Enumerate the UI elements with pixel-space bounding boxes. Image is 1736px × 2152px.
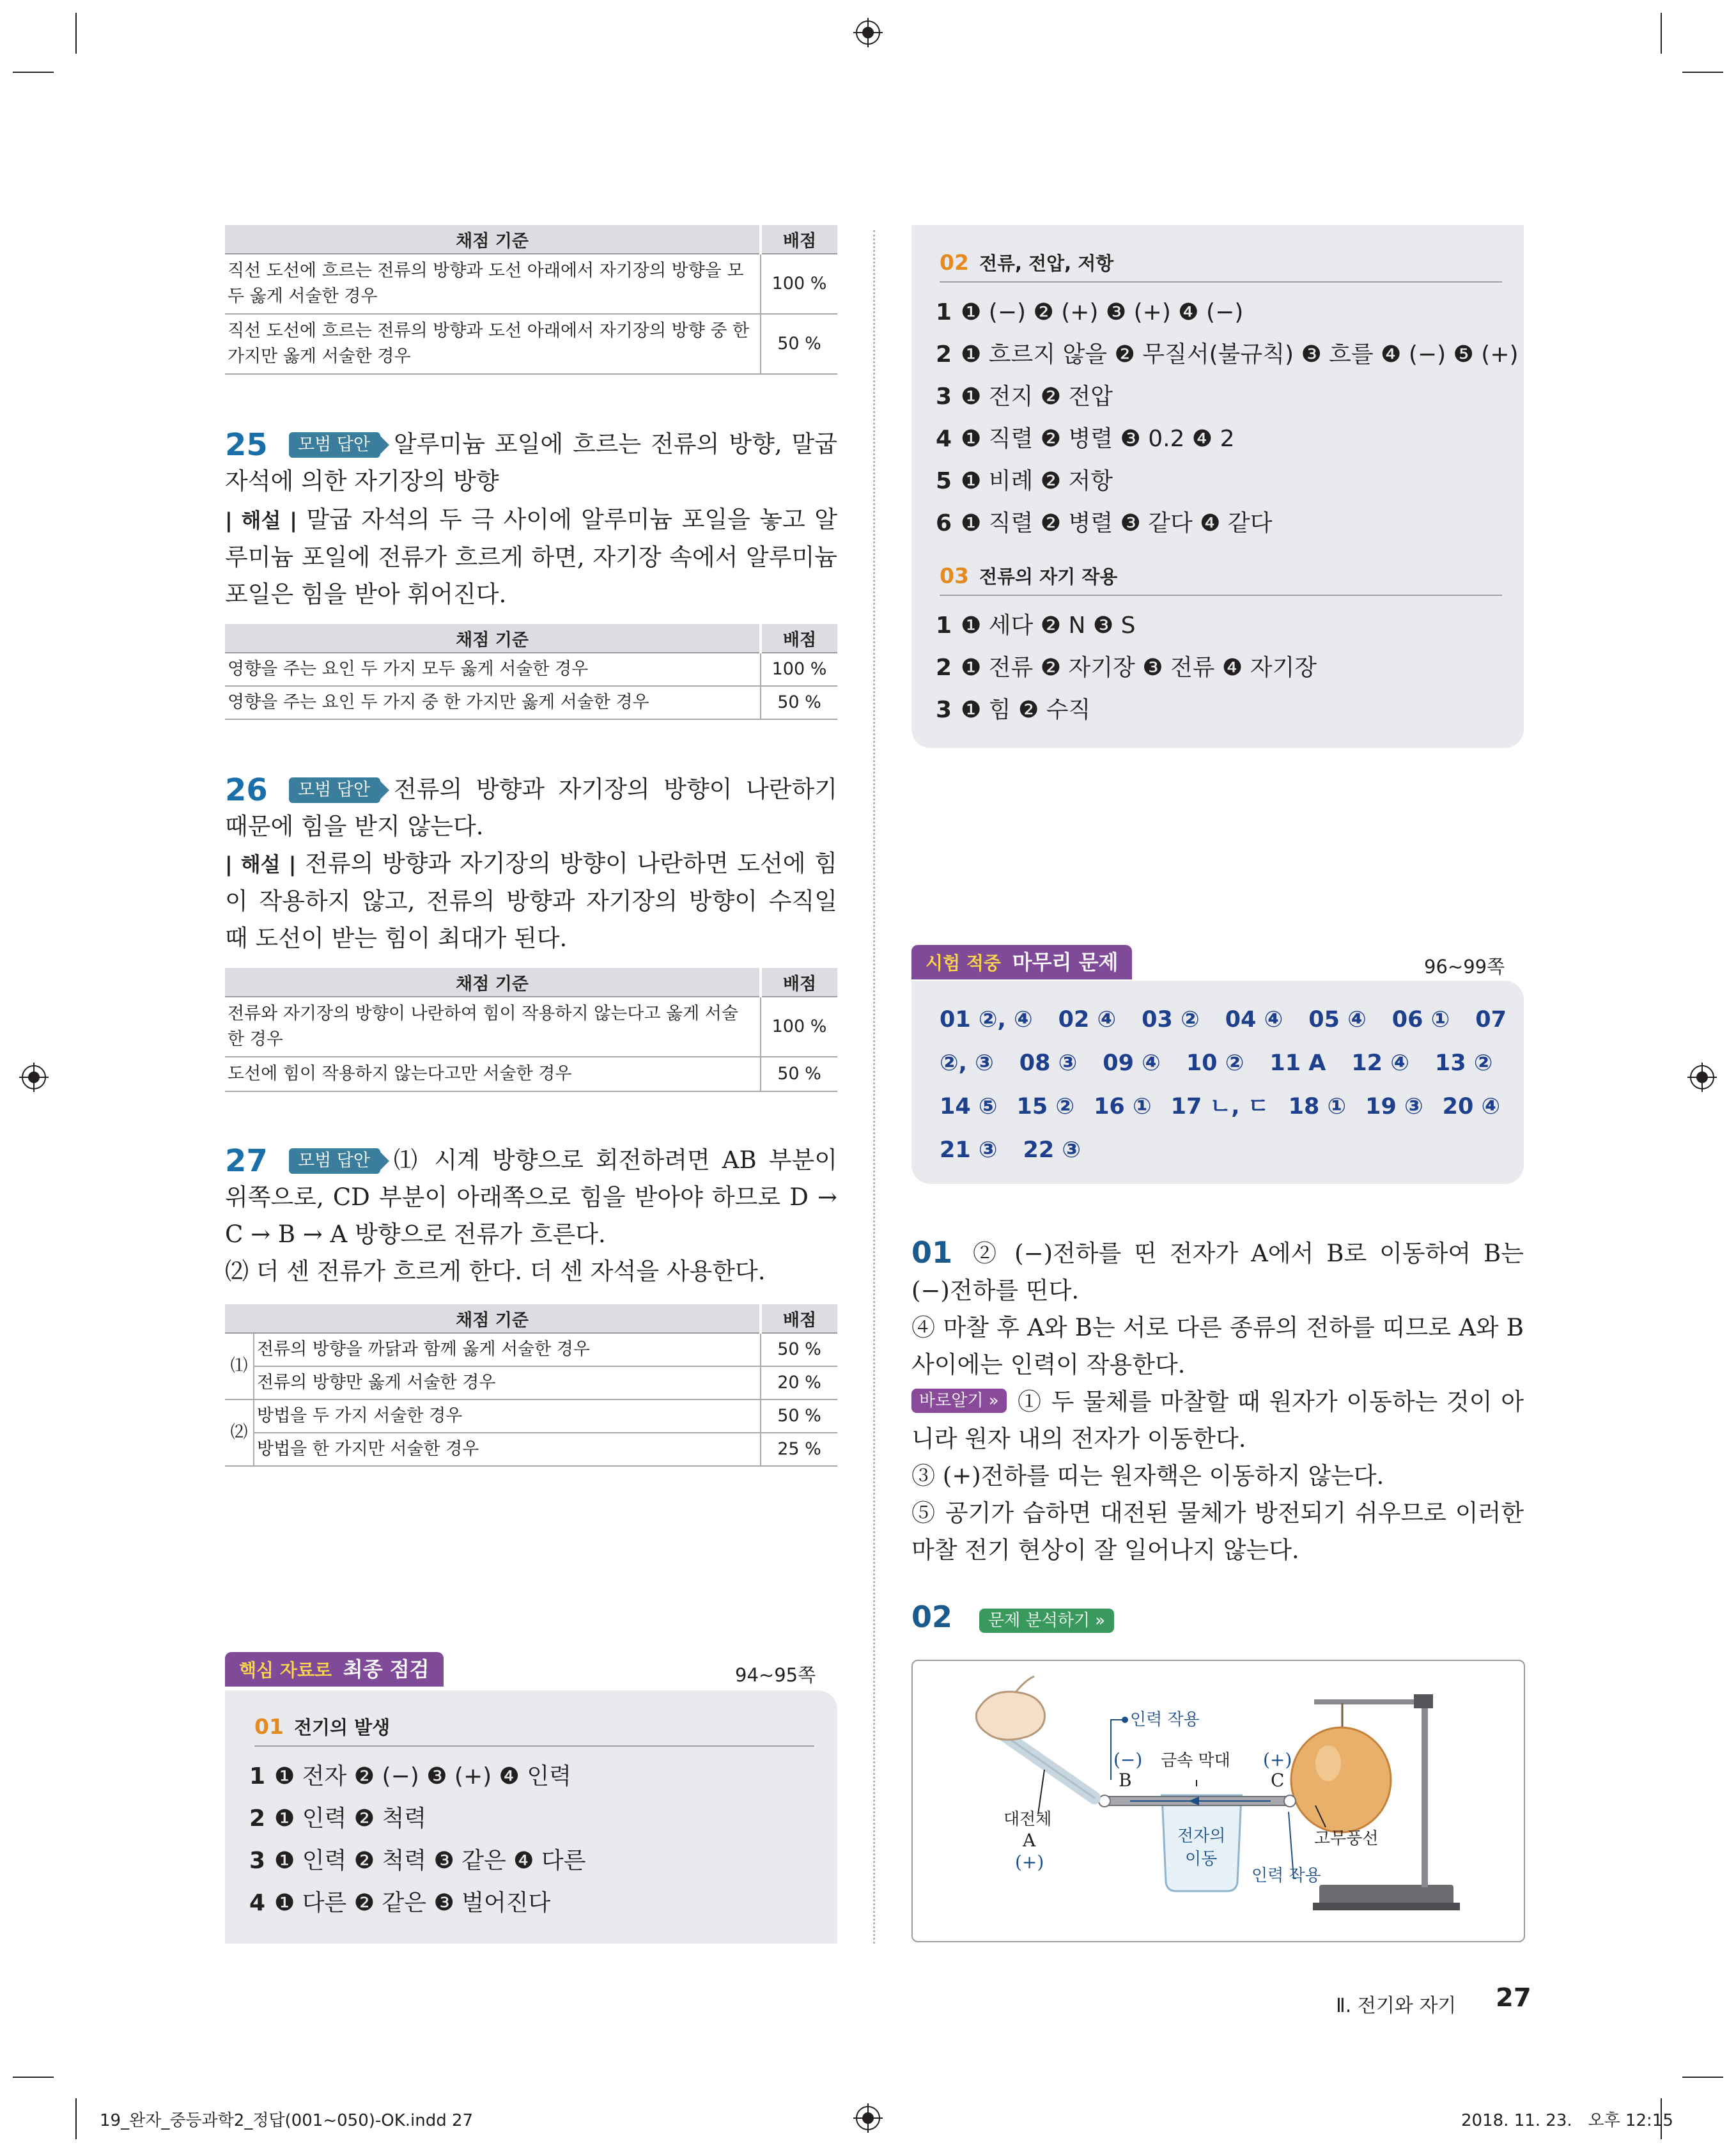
score-cell: 50 % bbox=[761, 1057, 837, 1091]
answer-line bbox=[936, 694, 1090, 726]
label-attraction: 인력 작용 bbox=[1130, 1710, 1200, 1729]
answer-line bbox=[936, 465, 1113, 497]
line-text: ❶ 비례 ❷ 저항 bbox=[961, 468, 1113, 494]
correction-badge: 바로알기 » bbox=[911, 1389, 1007, 1413]
model-answer-badge: 모범 답안 bbox=[289, 1148, 380, 1174]
answer-paragraph bbox=[911, 1458, 1524, 1495]
print-timestamp: 2018. 11. 23. 오후 12:15 bbox=[1461, 2111, 1673, 2130]
score-cell: 25 % bbox=[761, 1433, 837, 1466]
scoring-table-25 bbox=[225, 624, 837, 720]
explanation-sentence: 전류의 방향과 자기장의 방향이 나란하면 도선에 힘이 작용하지 않고, 전류의 방향과 자기장의 방향이 수직일 때 도선이 받는 힘이 최대가 된다. bbox=[225, 850, 837, 952]
criteria-header: 채점 기준 bbox=[225, 1304, 761, 1333]
crop-mark bbox=[1682, 2077, 1723, 2078]
line-text: ❶ 전류 ❷ 자기장 ❸ 전류 ❹ 자기장 bbox=[961, 655, 1317, 681]
answer-number: 02 bbox=[911, 1600, 953, 1634]
analysis-badge: 문제 분석하기 » bbox=[979, 1609, 1114, 1633]
section-title: 전류의 자기 작용 bbox=[979, 566, 1118, 588]
answer-text bbox=[225, 1142, 837, 1253]
line-text: ❶ 인력 ❷ 척력 bbox=[274, 1805, 427, 1832]
model-answer-badge: 모범 답안 bbox=[289, 777, 380, 803]
label-B: B bbox=[1119, 1770, 1132, 1791]
line-text: ❶ 직렬 ❷ 병렬 ❸ 0.2 ❹ 2 bbox=[961, 426, 1235, 452]
label-minus: (−) bbox=[1113, 1749, 1143, 1770]
label-charged-body: 대전체 bbox=[1004, 1810, 1052, 1829]
criteria-cell: 전류의 방향을 까닭과 함께 옳게 서술한 경우 bbox=[254, 1333, 761, 1366]
criteria-cell: 영향을 주는 요인 두 가지 중 한 가지만 옳게 서술한 경우 bbox=[225, 686, 761, 719]
mcq-answer: 17 ㄴ, ㄷ bbox=[1170, 1094, 1269, 1119]
line-number: 2 bbox=[936, 341, 952, 368]
explanation-label: | 해설 | bbox=[225, 508, 297, 533]
paragraph-text: ② (−)전하를 띤 전자가 A에서 B로 이동하여 B는 (−)전하를 띤다. bbox=[911, 1240, 1524, 1304]
answer-text bbox=[225, 426, 837, 500]
induction-diagram bbox=[913, 1661, 1524, 1941]
section-heading bbox=[940, 563, 1117, 589]
mcq-answer: 15 ② bbox=[1016, 1094, 1075, 1119]
line-text: ❶ 전지 ❷ 전압 bbox=[961, 384, 1113, 410]
scoring-table-26 bbox=[225, 968, 837, 1092]
answer-paragraph bbox=[911, 1495, 1524, 1569]
crop-mark bbox=[75, 13, 77, 54]
tab-label: 최종 점검 bbox=[343, 1657, 430, 1681]
explanation-text bbox=[225, 845, 837, 957]
answer-line bbox=[936, 297, 1243, 329]
tab-label: 시험 적중 bbox=[926, 953, 1001, 974]
section-underline bbox=[940, 595, 1502, 596]
mcq-answer: 06 ① bbox=[1391, 1007, 1450, 1033]
stand-base-edge bbox=[1313, 1903, 1460, 1910]
mcq-answer: 08 ③ bbox=[1019, 1050, 1078, 1076]
mcq-answer: 11 A bbox=[1269, 1050, 1326, 1076]
explanation-sentence: 말굽 자석의 두 극 사이에 알루미늄 포일을 놓고 알루미늄 포일에 전류가 흐르게 하면, 자기장 속에서 알루미늄 포일은 힘을 받아 휘어진다. bbox=[225, 506, 838, 608]
balloon-icon bbox=[1291, 1727, 1391, 1832]
page-number: 27 bbox=[1496, 1983, 1531, 2013]
mcq-row bbox=[940, 1084, 1500, 1129]
line-number: 5 bbox=[936, 468, 952, 494]
line-number: 1 bbox=[249, 1763, 266, 1789]
line-text: ❶ 세다 ❷ N ❸ S bbox=[961, 612, 1136, 639]
criteria-cell: 직선 도선에 흐르는 전류의 방향과 도선 아래에서 자기장의 방향 중 한 가지만 옳게 서술한 경우 bbox=[225, 314, 761, 374]
answer-sentence: ⑵ 더 센 전류가 흐르게 한다. 더 센 자석을 사용한다. bbox=[225, 1258, 766, 1285]
section-underline bbox=[254, 1745, 814, 1747]
mcq-answer: 21 ③ bbox=[940, 1137, 998, 1163]
label-A: A bbox=[1023, 1830, 1036, 1851]
section-number: 03 bbox=[940, 563, 969, 588]
answer-sentence: 전류의 방향과 자기장의 방향이 나란하기 때문에 힘을 받지 않는다. bbox=[225, 776, 837, 840]
section-number: 02 bbox=[940, 250, 969, 275]
line-text: ❶ 인력 ❷ 척력 ❸ 같은 ❹ 다른 bbox=[274, 1848, 586, 1874]
score-header: 배점 bbox=[761, 968, 837, 997]
score-cell: 100 % bbox=[761, 653, 837, 686]
mcq-row bbox=[940, 1041, 1492, 1086]
line-number: 1 bbox=[936, 612, 952, 639]
answer-line bbox=[249, 1845, 585, 1877]
answer-line bbox=[936, 339, 1519, 371]
mcq-answer: ②, ③ bbox=[940, 1050, 994, 1076]
scoring-table-24 bbox=[225, 225, 837, 375]
criteria-cell: 방법을 두 가지 서술한 경우 bbox=[254, 1400, 761, 1433]
label-plus: (+) bbox=[1263, 1749, 1292, 1770]
line-text: ❶ (−) ❷ (+) ❸ (+) ❹ (−) bbox=[961, 299, 1244, 325]
mcq-answer: 01 ②, ④ bbox=[940, 1007, 1033, 1033]
mcq-answer: 14 ⑤ bbox=[940, 1094, 998, 1119]
answer-line bbox=[249, 1803, 426, 1835]
explanation-label: | 해설 | bbox=[225, 852, 297, 877]
answer-text bbox=[225, 771, 837, 845]
paragraph-text: ④ 마찰 후 A와 B는 서로 다른 종류의 전하를 띠므로 A와 B 사이에는 인력이 작용한다. bbox=[911, 1314, 1524, 1378]
answer-line bbox=[936, 652, 1317, 684]
answer-paragraph bbox=[911, 1384, 1524, 1458]
question-number: 26 bbox=[225, 772, 268, 808]
answer-text bbox=[225, 1253, 837, 1290]
section-title: 전기의 발생 bbox=[293, 1717, 391, 1738]
score-header: 배점 bbox=[761, 1304, 837, 1333]
registration-mark-icon bbox=[853, 2103, 883, 2133]
label-A-sign: (+) bbox=[1015, 1852, 1044, 1873]
line-number: 1 bbox=[936, 299, 952, 325]
tab-label: 핵심 자료로 bbox=[239, 1660, 332, 1681]
line-number: 6 bbox=[936, 510, 952, 536]
crop-mark bbox=[13, 72, 54, 73]
column-divider bbox=[873, 230, 875, 1944]
mcq-answer: 20 ④ bbox=[1442, 1094, 1501, 1119]
stand-pole bbox=[1422, 1696, 1428, 1887]
label-balloon: 고무풍선 bbox=[1314, 1829, 1379, 1848]
criteria-cell: 도선에 힘이 작용하지 않는다고만 서술한 경우 bbox=[225, 1057, 761, 1091]
label-electron: 전자의 bbox=[1177, 1827, 1226, 1846]
diagram-frame bbox=[911, 1660, 1525, 1942]
part-label: ⑵ bbox=[225, 1400, 254, 1466]
stand-arm bbox=[1314, 1699, 1427, 1704]
answer-line bbox=[249, 1887, 550, 1919]
mcq-answer: 03 ② bbox=[1142, 1007, 1200, 1033]
score-cell: 50 % bbox=[761, 686, 837, 719]
section-number: 01 bbox=[254, 1714, 284, 1739]
line-text: ❶ 직렬 ❷ 병렬 ❸ 같다 ❹ 같다 bbox=[961, 510, 1273, 536]
mcq-answer: 18 ① bbox=[1288, 1094, 1347, 1119]
section-heading bbox=[940, 249, 1113, 276]
answer-line bbox=[936, 381, 1113, 413]
chapter-label: Ⅱ. 전기와 자기 bbox=[1336, 1995, 1457, 2017]
score-cell: 50 % bbox=[761, 1400, 837, 1433]
mcq-row bbox=[940, 997, 1507, 1042]
answer-line bbox=[249, 1761, 571, 1793]
page-range: 94~95쪽 bbox=[735, 1664, 816, 1686]
answer-paragraph bbox=[911, 1309, 1524, 1384]
mcq-row bbox=[940, 1128, 1106, 1173]
line-text: ❶ 힘 ❷ 수직 bbox=[961, 697, 1091, 723]
criteria-cell: 영향을 주는 요인 두 가지 모두 옳게 서술한 경우 bbox=[225, 653, 761, 686]
line-number: 4 bbox=[936, 426, 952, 452]
score-header: 배점 bbox=[761, 624, 837, 653]
paragraph-text: ① 두 물체를 마찰할 때 원자가 이동하는 것이 아니라 원자 내의 전자가 이동한다. bbox=[911, 1388, 1524, 1453]
question-number: 25 bbox=[225, 427, 268, 463]
tab-label: 마무리 문제 bbox=[1012, 950, 1119, 974]
crop-mark bbox=[75, 2098, 77, 2139]
mcq-answer: 13 ② bbox=[1434, 1050, 1493, 1076]
paragraph-text: ③ (+)전하를 띠는 원자핵은 이동하지 않는다. bbox=[911, 1462, 1384, 1490]
crop-mark bbox=[13, 2077, 54, 2078]
model-answer-badge: 모범 답안 bbox=[289, 432, 380, 458]
line-number: 3 bbox=[249, 1848, 266, 1874]
line-number: 4 bbox=[249, 1890, 266, 1916]
score-cell: 50 % bbox=[761, 314, 837, 374]
answer-sentence: 알루미늄 포일에 흐르는 전류의 방향, 말굽 자석에 의한 자기장의 방향 bbox=[225, 430, 837, 495]
registration-mark-icon bbox=[853, 18, 883, 47]
mcq-answer: 22 ③ bbox=[1023, 1137, 1081, 1163]
score-cell: 20 % bbox=[761, 1366, 837, 1400]
answer-paragraph bbox=[911, 1235, 1524, 1309]
criteria-header: 채점 기준 bbox=[225, 624, 761, 653]
mcq-answer: 07 bbox=[1475, 1007, 1507, 1033]
line-text: ❶ 다른 ❷ 같은 ❸ 벌어진다 bbox=[274, 1890, 551, 1916]
question-number: 27 bbox=[225, 1143, 268, 1179]
registration-mark-icon bbox=[19, 1063, 49, 1092]
line-number: 2 bbox=[249, 1805, 266, 1832]
line-text: ❶ 흐르지 않을 ❷ 무질서(불규칙) ❸ 흐를 ❹ (−) ❺ (+) bbox=[961, 341, 1519, 368]
paragraph-text: ⑤ 공기가 습하면 대전된 물체가 방전되기 쉬우므로 이러한 마찰 전기 현상이 잘 일어나지 않는다. bbox=[911, 1499, 1524, 1564]
answer-sentence: ⑴ 시계 방향으로 회전하려면 AB 부분이 위쪽으로, CD 부분이 아래쪽으로 힘을 받아야 하므로 D → C → B → A 방향으로 전류가 흐른다. bbox=[225, 1146, 837, 1248]
criteria-cell: 방법을 한 가지만 서술한 경우 bbox=[254, 1433, 761, 1466]
label-electron-move: 이동 bbox=[1185, 1850, 1218, 1869]
mcq-answer: 02 ④ bbox=[1058, 1007, 1117, 1033]
answer-line bbox=[936, 508, 1272, 540]
criteria-header: 채점 기준 bbox=[225, 225, 761, 254]
criteria-cell: 전류의 방향만 옳게 서술한 경우 bbox=[254, 1366, 761, 1400]
mcq-answer: 09 ④ bbox=[1103, 1050, 1161, 1076]
line-number: 2 bbox=[936, 655, 952, 681]
criteria-cell: 직선 도선에 흐르는 전류의 방향과 도선 아래에서 자기장의 방향을 모두 옳게 서술한 경우 bbox=[225, 254, 761, 314]
score-cell: 100 % bbox=[761, 254, 837, 314]
score-header: 배점 bbox=[761, 225, 837, 254]
score-cell: 50 % bbox=[761, 1333, 837, 1366]
crop-mark bbox=[1661, 13, 1662, 54]
mcq-answer: 12 ④ bbox=[1351, 1050, 1409, 1076]
scoring-table-27 bbox=[225, 1304, 837, 1467]
hand-icon bbox=[976, 1692, 1044, 1740]
crop-mark bbox=[1682, 72, 1723, 73]
explanation-text bbox=[225, 501, 837, 613]
answer-line bbox=[936, 610, 1135, 642]
mcq-answer: 04 ④ bbox=[1225, 1007, 1283, 1033]
section-heading bbox=[254, 1713, 390, 1740]
label-attraction: 인력 작용 bbox=[1252, 1866, 1321, 1885]
registration-mark-icon bbox=[1687, 1063, 1717, 1092]
mcq-answer: 10 ② bbox=[1186, 1050, 1244, 1076]
criteria-cell: 전류와 자기장의 방향이 나란하여 힘이 작용하지 않는다고 옳게 서술한 경우 bbox=[225, 997, 761, 1057]
section-title: 전류, 전압, 저항 bbox=[979, 253, 1114, 274]
answer-number: 01 bbox=[911, 1235, 953, 1270]
mcq-answer: 16 ① bbox=[1094, 1094, 1152, 1119]
core-check-tab bbox=[225, 1652, 444, 1687]
label-metal-rod: 금속 막대 bbox=[1161, 1751, 1230, 1770]
stand-clamp bbox=[1414, 1694, 1433, 1708]
page-range: 96~99쪽 bbox=[1424, 956, 1505, 978]
mcq-answer: 05 ④ bbox=[1308, 1007, 1367, 1033]
final-problems-tab bbox=[911, 945, 1132, 979]
line-number: 3 bbox=[936, 697, 952, 723]
answer-line bbox=[936, 423, 1235, 455]
line-text: ❶ 전자 ❷ (−) ❸ (+) ❹ 인력 bbox=[274, 1763, 571, 1789]
line-number: 3 bbox=[936, 384, 952, 410]
score-cell: 100 % bbox=[761, 997, 837, 1057]
file-slug: 19_완자_중등과학2_정답(001~050)-OK.indd 27 bbox=[100, 2111, 474, 2130]
section-underline bbox=[940, 281, 1502, 283]
criteria-header: 채점 기준 bbox=[225, 968, 761, 997]
label-C: C bbox=[1271, 1770, 1285, 1791]
part-label: ⑴ bbox=[225, 1333, 254, 1400]
mcq-answer: 19 ③ bbox=[1365, 1094, 1423, 1119]
